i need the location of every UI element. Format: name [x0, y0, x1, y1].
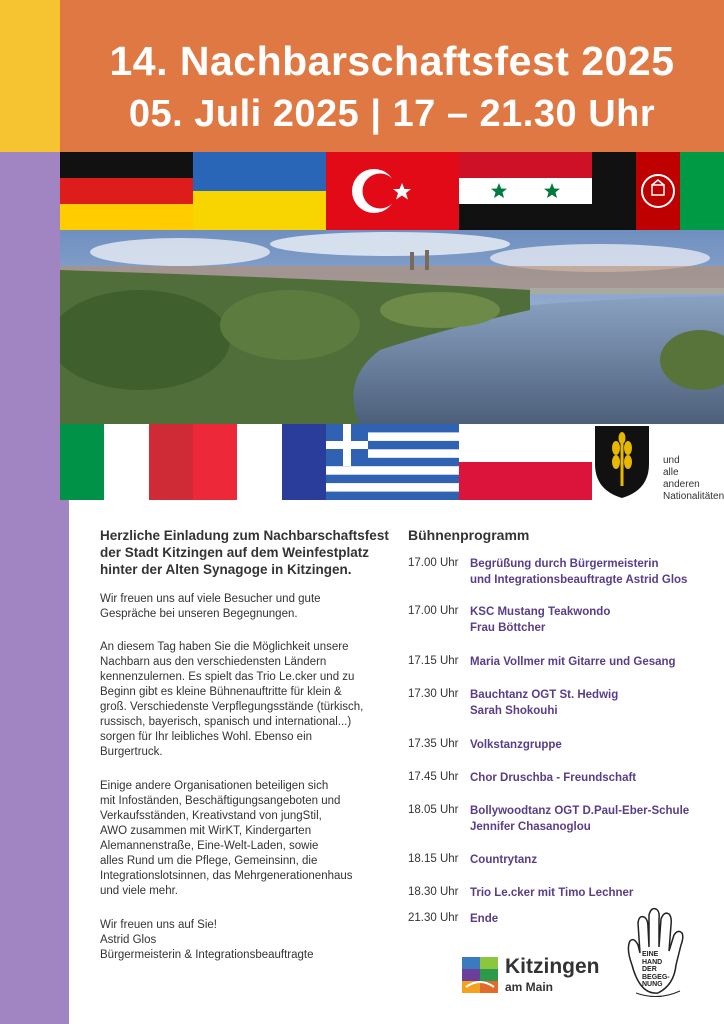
- act-line: Sarah Shokouhi: [470, 705, 558, 717]
- act-line: Jennifer Chasanoglou: [470, 821, 591, 833]
- heading-line: der Stadt Kitzingen auf dem Weinfestplatz: [100, 545, 370, 560]
- program-act: [470, 556, 720, 588]
- program-time: 17.00 Uhr: [408, 605, 459, 617]
- text-line: Bürgermeisterin & Integrationsbeauftragte: [100, 949, 314, 961]
- intro-paragraph-2: [100, 640, 390, 760]
- invitation-heading: [100, 527, 395, 578]
- city-logo-name: Kitzingen: [505, 955, 600, 978]
- act-line: Maria Vollmer mit Gitarre und Gesang: [470, 656, 676, 668]
- program-act: [470, 604, 720, 636]
- text-line: kennenzulernen. Es spielt das Trio Le.cker und zu: [100, 671, 355, 683]
- program-time: 18.05 Uhr: [408, 804, 459, 816]
- act-line: Bollywoodtanz OGT D.Paul-Eber-Schule: [470, 805, 690, 817]
- text-line: AWO zusammen mit WirKT, Kindergarten: [100, 825, 312, 837]
- nationalities-line: alle: [663, 467, 679, 478]
- poland-flag: [459, 424, 592, 500]
- greece-flag: [326, 424, 459, 500]
- kitzingen-coat-of-arms: [592, 424, 652, 500]
- program-act: [470, 803, 720, 835]
- text-line: sorgen für Ihr leibliches Wohl. Ebenso ein: [100, 731, 313, 743]
- act-line: Volkstanzgruppe: [470, 739, 562, 751]
- act-line: Chor Druschba - Freundschaft: [470, 772, 637, 784]
- program-act: [470, 770, 720, 786]
- city-logo-subtitle: am Main: [505, 980, 554, 994]
- program-act: [470, 885, 720, 901]
- text-line: Einige andere Organisationen beteiligen sich: [100, 780, 329, 792]
- text-line: mit Infoständen, Beschäftigungsangeboten und: [100, 795, 341, 807]
- act-line: und Integrationsbeauftragte Astrid Glos: [470, 574, 688, 586]
- program-time: 17.45 Uhr: [408, 771, 459, 783]
- act-line: Countrytanz: [470, 854, 538, 866]
- act-line: Frau Böttcher: [470, 622, 546, 634]
- intro-paragraph-3: [100, 779, 390, 899]
- ukraine-flag: [193, 152, 326, 230]
- closing-signature: [100, 918, 390, 963]
- program-time: 17.15 Uhr: [408, 655, 459, 667]
- program-time: 17.30 Uhr: [408, 688, 459, 700]
- text-line: Nachbarn aus den verschiedensten Ländern: [100, 656, 327, 668]
- program-act: [470, 654, 720, 670]
- program-title: Bühnenprogramm: [408, 527, 530, 543]
- hand-logo-line: BEGEG-: [642, 973, 670, 981]
- turkey-flag: [326, 152, 459, 230]
- text-line: Astrid Glos: [100, 934, 157, 946]
- program-act: [470, 737, 720, 753]
- text-line: Beginn gibt es kleine Bühnenauftritte für klein &: [100, 686, 342, 698]
- nationalities-label: [663, 455, 723, 503]
- program-act: [470, 852, 720, 868]
- program-time: 18.30 Uhr: [408, 886, 459, 898]
- nationalities-line: anderen: [663, 479, 700, 490]
- program-time: 17.35 Uhr: [408, 738, 459, 750]
- hand-logo-line: EINE: [642, 951, 659, 958]
- act-line: Begrüßung durch Bürgermeisterin: [470, 558, 659, 570]
- hand-logo-line: DER: [642, 966, 657, 973]
- text-line: Wir freuen uns auf Sie!: [100, 919, 217, 931]
- kitzingen-river-photo: [60, 230, 724, 424]
- act-line: Trio Le.cker mit Timo Lechner: [470, 887, 634, 899]
- text-line: Integrationslotsinnen, das Mehrgenerationenhaus: [100, 870, 353, 882]
- nationalities-line: Nationalitäten: [663, 491, 724, 502]
- act-line: KSC Mustang Teakwondo: [470, 606, 611, 618]
- program-time: 21.30 Uhr: [408, 912, 459, 924]
- france-flag: [193, 424, 326, 500]
- act-line: Ende: [470, 913, 499, 925]
- heading-line: hinter der Alten Synagoge in Kitzingen.: [100, 562, 352, 577]
- intro-paragraph-1: [100, 592, 390, 622]
- kitzingen-logo-icon: [462, 957, 498, 993]
- text-line: An diesem Tag haben Sie die Möglichkeit unsere: [100, 641, 349, 653]
- text-line: Gespräche bei unseren Begegnungen.: [100, 608, 298, 620]
- hand-logo: [618, 905, 698, 1001]
- hand-logo-line: NUNG: [642, 981, 663, 988]
- text-line: Wir freuen uns auf viele Besucher und gute: [100, 593, 321, 605]
- purple-side-bar: [0, 152, 69, 1024]
- text-line: alles Rund um die Pflege, Gemeinsinn, die: [100, 855, 318, 867]
- germany-flag: [60, 152, 193, 230]
- program-act: [470, 687, 720, 719]
- hand-logo-line: HAND: [642, 958, 663, 966]
- text-line: groß. Verschiedenste Verpflegungsstände (türkisch,: [100, 701, 364, 713]
- afghanistan-flag: [592, 152, 724, 230]
- text-line: Burgertruck.: [100, 746, 163, 758]
- nationalities-line: und: [663, 455, 680, 466]
- text-line: Alemannenstraße, Eine-Welt-Laden, sowie: [100, 840, 319, 852]
- page-title: 14. Nachbarschaftsfest 2025: [109, 38, 675, 84]
- hand-logo-text: [642, 951, 682, 989]
- act-line: Bauchtanz OGT St. Hedwig: [470, 689, 619, 701]
- heading-line: Herzliche Einladung zum Nachbarschaftsfest: [100, 528, 389, 543]
- text-line: Verkaufsständen, Kreativstand von jungStil,: [100, 810, 322, 822]
- event-date-time: 05. Juli 2025 | 17 – 21.30 Uhr: [128, 93, 656, 135]
- syria-flag: [459, 152, 592, 230]
- program-time: 17.00 Uhr: [408, 557, 459, 569]
- text-line: russisch, bayerisch, spanisch und international...): [100, 716, 352, 728]
- italy-flag: [60, 424, 193, 500]
- yellow-corner-block: [0, 0, 60, 152]
- text-line: und viele mehr.: [100, 885, 178, 897]
- program-time: 18.15 Uhr: [408, 853, 459, 865]
